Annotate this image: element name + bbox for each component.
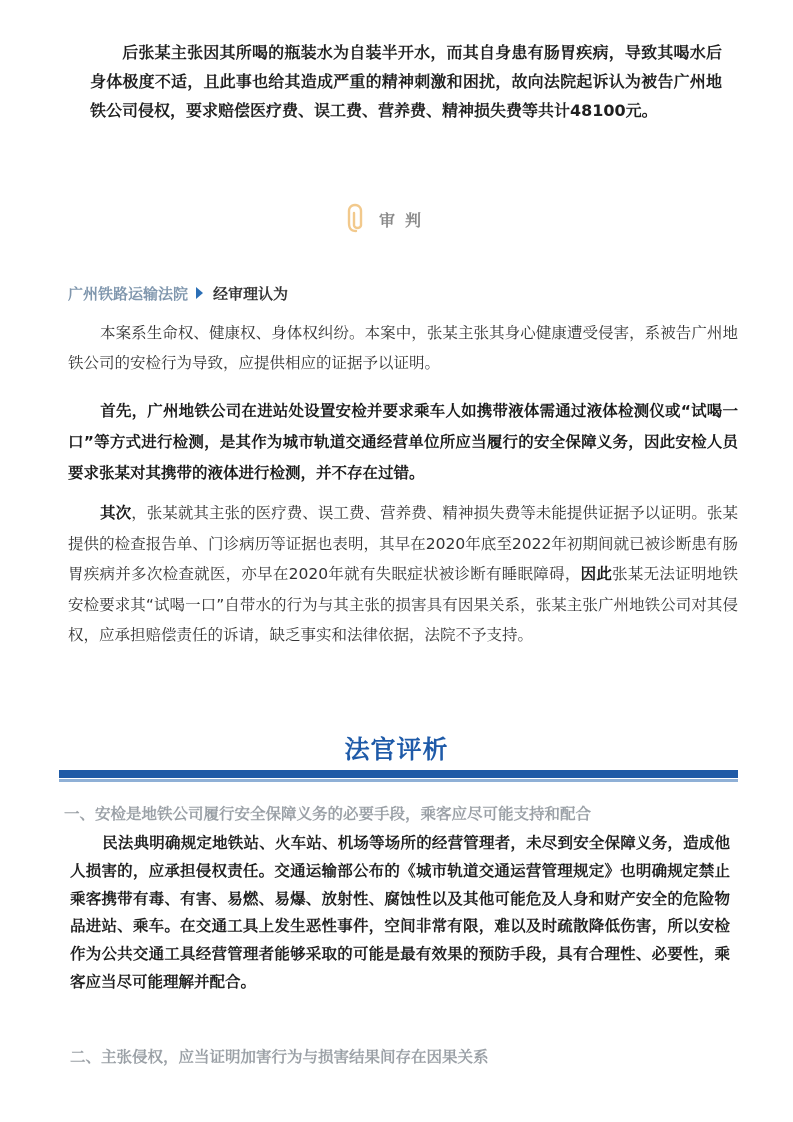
intro-paragraph [90, 38, 722, 125]
heading-two: 二、主张侵权，应当证明加害行为与损害结果间存在因果关系 [70, 1048, 489, 1066]
heading-one: 一、安检是地铁公司履行安全保障义务的必要手段，乘客应尽可能支持和配合 [64, 805, 592, 823]
paragraph-first-lead: 首先 [100, 402, 132, 420]
triangle-right-icon [196, 287, 203, 299]
paragraph-second-text: ，张某就其主张的医疗费、误工费、营养费、精神损失费等未能提供证据予以证明。张某提供的检查报告单、门诊病历等证据也表明，其早在2020年底至2022年初期间就已被诊断患有肠胃疾病并多次检查就医，亦早在2020年就有失眠症状被诊断有睡眠障碍， [68, 504, 738, 583]
paragraph-second [68, 498, 738, 651]
divider-dark-band [59, 770, 738, 778]
judgement-section-title: 审判 [379, 210, 432, 230]
analysis-section-title: 法官评析 [344, 735, 449, 764]
paragraph-first-text: ，广州地铁公司在进站处设置安检并要求乘车人如携带液体需通过液体检测仪或“试喝一口”等方式进行检测，是其作为城市轨道交通经营单位所应当履行的安全保障义务，因此安检人员要求张某对其携带的液体进行检测，并不存在过错。 [68, 402, 738, 482]
paragraph-law [70, 830, 730, 997]
paragraph-second-lead: 其次 [100, 504, 132, 522]
divider-light-band [59, 779, 738, 782]
paragraph-first [68, 396, 738, 489]
paragraph-second-text2: 张某无法证明地铁安检要求其“试喝一口”自带水的行为与其主张的损害具有因果关系，张某主张广州地铁公司对其侵权，应承担赔偿责任的诉请，缺乏事实和法律依据，法院不予支持。 [68, 565, 738, 644]
paragraph-case [68, 318, 738, 378]
paragraph-case-text: 本案系生命权、健康权、身体权纠纷。本案中，张某主张其身心健康遭受侵害，系被告广州地铁公司的安检行为导致，应提供相应的证据予以证明。 [68, 324, 738, 372]
paperclip-icon [345, 203, 373, 235]
court-name: 广州铁路运输法院 [68, 284, 189, 303]
paragraph-law-text: 民法典明确规定地铁站、火车站、机场等场所的经营管理者，未尽到安全保障义务，造成他人损害的，应承担侵权责任。交通运输部公布的《城市轨道交通运营管理规定》也明确规定禁止乘客携带有毒、有害、易燃、易爆、放射性、腐蚀性以及其他可能危及人身和财产安全的危险物品进站、乘车。在交通工具上发生恶性事件，空间非常有限，难以及时疏散降低伤害，所以安检作为公共交通工具经营管理者能够采取的可能是最有效果的预防手段，具有合理性、必要性，乘客应当尽可能理解并配合。 [70, 834, 730, 991]
court-header [68, 283, 288, 303]
analysis-section-divider [59, 770, 738, 782]
intro-paragraph-text: 后张某主张因其所喝的瓶装水为自装半开水，而其自身患有肠胃疾病，导致其喝水后身体极度不适，且此事也给其造成严重的精神刺激和困扰，故向法院起诉认为被告广州地铁公司侵权，要求赔偿医疗费、误工费、营养费、精神损失费等共计48100元。 [90, 43, 722, 120]
judgement-section-header [345, 203, 431, 235]
paragraph-second-lead2: 因此 [580, 565, 613, 583]
court-header-label: 经审理认为 [213, 284, 289, 303]
